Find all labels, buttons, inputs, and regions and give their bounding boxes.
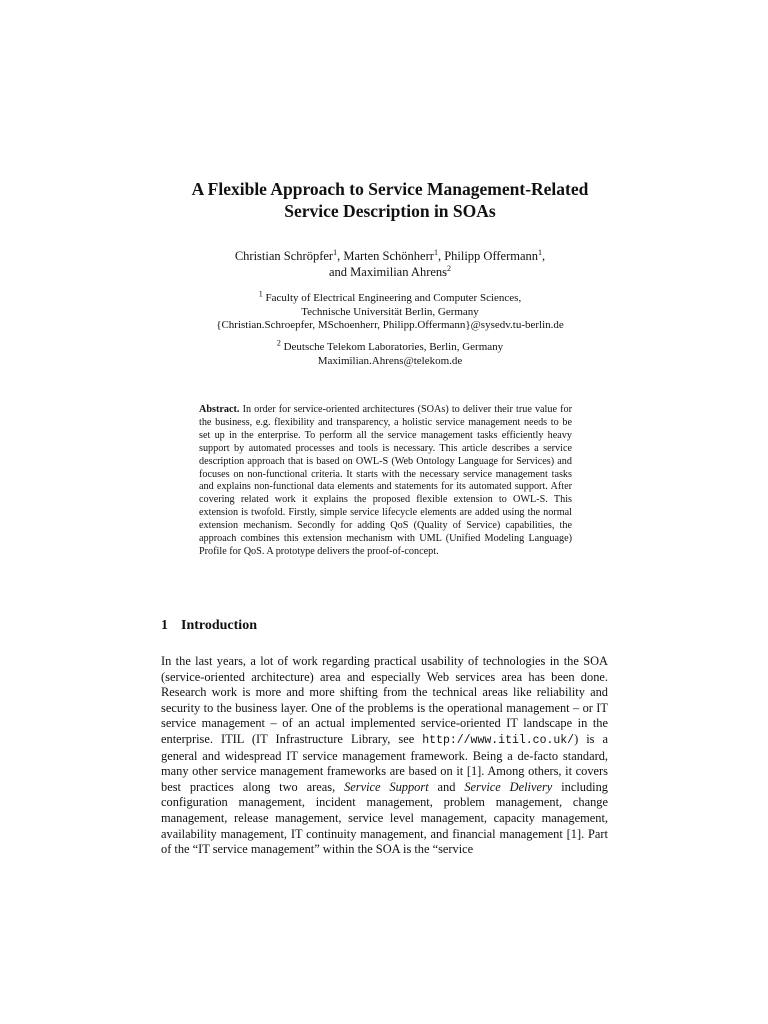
term-service-support: Service Support — [344, 779, 429, 794]
author-list — [180, 248, 600, 280]
paper-title-line-1: A Flexible Approach to Service Management-Related — [191, 179, 589, 199]
affiliation-1-line-1 — [170, 289, 610, 306]
affiliation-2 — [170, 338, 610, 368]
author-name: Marten Schönherr — [343, 249, 434, 263]
abstract — [199, 404, 572, 559]
author-affiliation-mark: 2 — [447, 263, 452, 273]
affiliation-2-org: Deutsche Telekom Laboratories, Berlin, Germany — [280, 341, 504, 353]
section-title: Introduction — [181, 618, 257, 633]
affiliation-mark: 1 — [258, 289, 263, 299]
itil-url: http://www.itil.co.uk/ — [422, 733, 575, 747]
affiliation-2-line-1 — [170, 338, 610, 355]
affiliation-1-university: Technische Universität Berlin, Germany — [301, 305, 479, 318]
body-text-conjunction: and — [428, 779, 465, 794]
author-name: Philipp Offermann — [444, 249, 539, 263]
author-line-1 — [180, 248, 600, 264]
author-conjunction: and — [328, 265, 351, 279]
author-affiliation-mark: 1 — [538, 247, 543, 257]
author-affiliation-mark: 1 — [333, 247, 338, 257]
body-text-part-2: ) is a general and widespread IT service management framework. Being a de-facto standard, many other service management frameworks are based on it [1]. Among others, it covers best practices along two areas, — [161, 731, 608, 794]
affiliation-mark: 2 — [276, 338, 281, 348]
paper-title-line-2: Service Description in SOAs — [284, 201, 496, 221]
section-number: 1 — [161, 618, 168, 633]
introduction-paragraph — [161, 654, 608, 858]
author-affiliation-mark: 1 — [433, 247, 438, 257]
author-name: Maximilian Ahrens — [350, 265, 448, 279]
section-heading-introduction — [161, 618, 257, 634]
body-text-part-1: In the last years, a lot of work regarding practical usability of technologies in the SOA (service-oriented architecture) area and especially Web services area has been done. Research work is more and more shifting from the technical areas like reliability and security to the business layer. One of the problems is the operational management – or IT service management – of an actual implemented service-oriented IT landscape in the enterprise. ITIL (IT Infrastructure Library, see — [161, 654, 608, 746]
author-separator: , — [542, 249, 546, 263]
abstract-label: Abstract. — [199, 404, 240, 415]
affiliation-2-email: Maximilian.Ahrens@telekom.de — [317, 354, 463, 367]
paper-title — [140, 178, 640, 222]
affiliation-1-emails: {Christian.Schroepfer, MSchoenherr, Philipp.Offermann}@sysedv.tu-berlin.de — [216, 319, 564, 331]
author-separator: , — [337, 249, 344, 263]
author-line-2 — [180, 264, 600, 280]
abstract-text: In order for service-oriented architectures (SOAs) to deliver their true value for the business, e.g. flexibility and transparency, a holistic service management needs to be set up in the enterprise. To perform all the service management tasks efficiently heavy support by automated processes and tools is necessary. This article describes a service description approach that is based on OWL-S (Web Ontology Language for Services) and focuses on non-functional criteria. It starts with the necessary service management tasks and explains non-functional data elements and statements for its automated support. After covering related work it explains the proposed flexible extension to OWL-S. This extension is twofold. Firstly, simple service lifecycle elements are added using the normal extension mechanism. Secondly for adding QoS (Quality of Service) capabilities, the approach combines this extension mechanism with UML (Unified Modeling Language) Profile for QoS. A prototype delivers the proof-of-concept. — [199, 404, 572, 557]
affiliation-1 — [170, 289, 610, 333]
term-service-delivery: Service Delivery — [464, 779, 553, 794]
author-separator: , — [437, 249, 445, 263]
author-name: Christian Schröpfer — [234, 249, 334, 263]
affiliation-1-faculty: Faculty of Electrical Engineering and Computer Sciences, — [262, 292, 522, 304]
body-text-part-3: including configuration management, incident management, problem management, change management, release management, service level management, capacity management, availability management, IT continuity management, and financial management [1]. Part of the “IT service management” within the SOA is the “service — [161, 779, 608, 857]
